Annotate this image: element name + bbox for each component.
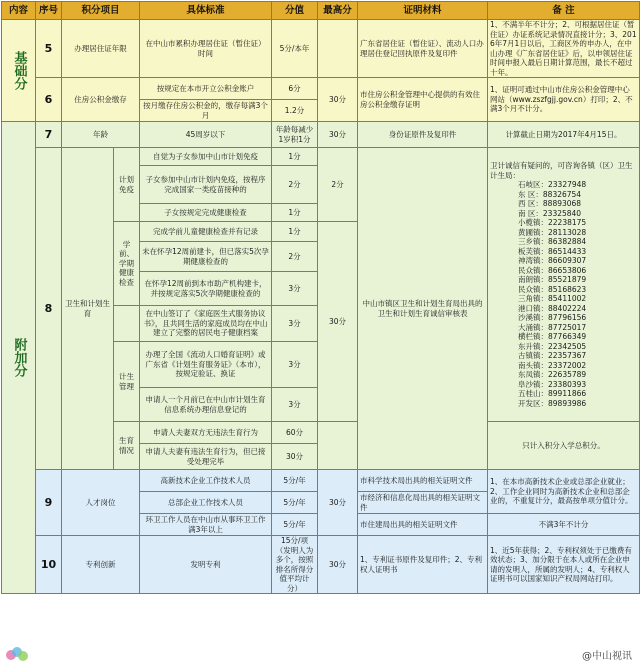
- header-score: 分值: [272, 2, 318, 20]
- seq-5: 5: [36, 20, 62, 78]
- score-8-9: 3分: [272, 388, 318, 422]
- phone-entry: 沙溪镇：87796156: [518, 313, 587, 322]
- header-max: 最高分: [318, 2, 358, 20]
- category-extra: 附加分: [2, 122, 36, 594]
- header-item: 积分项目: [62, 2, 140, 20]
- proof-7: 身份证原件及复印件: [358, 122, 488, 148]
- proof-9-1: 市科学技术局出具的相关证明文件: [358, 470, 488, 492]
- note-8-b: 只计入积分入学总积分。: [488, 422, 640, 470]
- watermark: @中山视讯: [582, 651, 632, 662]
- phone-entry: 港口镇：88402224: [518, 303, 587, 313]
- standard-6a: 按规定在本市开立公积金账户: [140, 78, 272, 100]
- phone-list: [490, 180, 637, 408]
- phone-entry: 三乡镇：86382884: [518, 237, 587, 246]
- proof-6: 市住房公积金管理中心提供的有效住房公积金缴存证明: [358, 78, 488, 122]
- score-8-6: 3分: [272, 272, 318, 306]
- standard-8-11: 申请人夫妻有违法生育行为，但已接受处理完毕: [140, 444, 272, 470]
- table-header-row: [2, 2, 640, 20]
- group-blank: [114, 306, 140, 342]
- phone-entry: 古镇镇：22357367: [518, 351, 587, 360]
- phone-entry: 板芙镇：86514433: [518, 246, 587, 256]
- points-table: [1, 1, 640, 594]
- header-standard: 具体标准: [140, 2, 272, 20]
- max-8-3: [318, 422, 358, 470]
- score-8-3: 1分: [272, 204, 318, 222]
- score-9-3: 5分/年: [272, 514, 318, 536]
- phone-entry: 南 区：23325840: [518, 208, 582, 218]
- score-8-10: 60分: [272, 422, 318, 444]
- standard-8-3: 子女按规定完成健康检查: [140, 204, 272, 222]
- phone-entry: 石岐区：23327948: [518, 180, 587, 189]
- phone-entry: 东升镇：22342505: [518, 341, 587, 351]
- score-10: 15分/项（发明人为多个，按照排名所得分值平均计分）: [272, 536, 318, 594]
- group-health-check: 学前、学期健康检查: [114, 222, 140, 306]
- seq-9: 9: [36, 470, 62, 536]
- note-5: 1、不满半年不计分；2、可根据居住证（暂住证）办证系统记录情况直接计分；3、2016年7月1日以后，工商区外的申办人，在中山办理《广东省居住证》后，以申领居住证时间申报入最后日期计算范围，最长不超过十年。: [488, 20, 640, 78]
- seq-6: 6: [36, 78, 62, 122]
- header-proof: 证明材料: [358, 2, 488, 20]
- table-row: [2, 78, 640, 100]
- standard-8-6: 在怀孕12周前到本市助产机构建卡，并按规定落实5次孕期健康检查的: [140, 272, 272, 306]
- table-row: [2, 536, 640, 594]
- score-8-5: 2分: [272, 242, 318, 272]
- note-8-intro: 卫计诚信有疑问的，可咨询各镇（区）卫生计生局：: [490, 161, 633, 180]
- proof-8: 中山市镇区卫生和计划生育局出具的卫生和计划生育诚信审核表: [358, 148, 488, 470]
- phone-entry: 开发区：89893986: [518, 398, 587, 408]
- score-8-1: 1分: [272, 148, 318, 166]
- item-5: 办理居住证年限: [62, 20, 140, 78]
- phone-entry: 阜沙镇：23380393: [518, 379, 587, 389]
- score-8-4: 1分: [272, 222, 318, 242]
- seq-7: 7: [36, 122, 62, 148]
- proof-5: 广东省居住证（暂住证）、流动人口办理居住登记回执原件及复印件: [358, 20, 488, 78]
- standard-10: 发明专利: [140, 536, 272, 594]
- phone-entry: 神湾镇：86609307: [518, 256, 587, 265]
- phone-entry: 大涌镇：87725017: [518, 322, 587, 332]
- seq-8: 8: [36, 148, 62, 470]
- note-7: 计算截止日期为2017年4月15日。: [488, 122, 640, 148]
- score-8-8: 3分: [272, 342, 318, 388]
- group-immunization: 计划免疫: [114, 148, 140, 222]
- item-9: 人才岗位: [62, 470, 140, 536]
- item-6: 住房公积金缴存: [62, 78, 140, 122]
- standard-9-3: 环卫工作人员在中山市从事环卫工作满3年以上: [140, 514, 272, 536]
- standard-8-10: 申请人夫妻双方无违法生育行为: [140, 422, 272, 444]
- max-6: 30分: [318, 78, 358, 122]
- table-row: [2, 20, 640, 78]
- phone-entry: 南朗镇：85521879: [518, 275, 587, 284]
- proof-9-3: 市住建局出具的相关证明文件: [358, 514, 488, 536]
- standard-5: 在中山市累积办理居住证（暂住证）时间: [140, 20, 272, 78]
- header-note: 备 注: [488, 2, 640, 20]
- note-8-contacts: [488, 148, 640, 422]
- max-5: [318, 20, 358, 78]
- note-9-1: 1、在本市高新技术企业或总部企业就业；2、工作企业同时为高新技术企业和总部企业的，不重复计分，最高按单项分值计分。: [488, 470, 640, 514]
- score-6b: 1.2分: [272, 100, 318, 122]
- group-birth: 生育情况: [114, 422, 140, 470]
- standard-8-1: 自觉为子女参加中山市计划免疫: [140, 148, 272, 166]
- phone-entry: 民众镇：86653806: [518, 265, 587, 275]
- score-7: 年龄每减少1岁积1分: [272, 122, 318, 148]
- phone-entry: 西 区：88893068: [518, 199, 582, 208]
- phone-entry: 南头镇：23372002: [518, 360, 587, 370]
- category-basic: 基础分: [2, 20, 36, 122]
- standard-8-4: 完成学前儿童健康检查并有记录: [140, 222, 272, 242]
- item-8: 卫生和计划生育: [62, 148, 114, 470]
- standard-7: 45周岁以下: [140, 122, 272, 148]
- item-7: 年龄: [62, 122, 140, 148]
- max-8-2: 30分: [318, 222, 358, 422]
- note-9-3: 不满3年不计分: [488, 514, 640, 536]
- score-8-2: 2分: [272, 166, 318, 204]
- item-10: 专利创新: [62, 536, 140, 594]
- phone-entry: 黄圃镇：28113028: [518, 227, 587, 237]
- phone-entry: 三角镇：85411002: [518, 294, 587, 303]
- standard-9-1: 高新技术企业工作技术人员: [140, 470, 272, 492]
- standard-8-2: 子女参加中山市计划内免疫，按程序完成国家一类疫苗接种的: [140, 166, 272, 204]
- group-family-planning: 计生管理: [114, 342, 140, 422]
- score-5: 5分/本年: [272, 20, 318, 78]
- note-10: 1、近5年获得；2、专利权须处于已缴费有效状态；3、加分限于在本人或所在企业申请的发明人，所属的发明人；4、专利权人证明书可以国家知识产权局网站打印。: [488, 536, 640, 594]
- score-9-2: 5分/年: [272, 492, 318, 514]
- standard-8-5: 未在怀孕12周前建卡，但已落实5次孕期健康检查的: [140, 242, 272, 272]
- proof-9-2: 市经济和信息化局出具的相关证明文件: [358, 492, 488, 514]
- standard-8-7: 在中山签订了《家庭医生式服务协议书》，且共同生活的家庭成员均在中山建立了完整的居民电子健康档案: [140, 306, 272, 342]
- standard-8-9: 申请人一个月前已在中山市计划生育信息系统办理信息登记的: [140, 388, 272, 422]
- score-8-7: 3分: [272, 306, 318, 342]
- phone-entry: 东凤镇：22635789: [518, 370, 587, 379]
- score-9-1: 5分/年: [272, 470, 318, 492]
- max-10: 30分: [318, 536, 358, 594]
- proof-10: 1、专利证书原件及复印件；2、专利权人证明书: [358, 536, 488, 594]
- header-content: 内容: [2, 2, 36, 20]
- phone-entry: 五桂山：89911866: [518, 389, 587, 398]
- phone-entry: 横栏镇：87766349: [518, 332, 587, 341]
- header-seq: 序号: [36, 2, 62, 20]
- phone-entry: 民众镇：85168623: [518, 284, 587, 294]
- max-7: 30分: [318, 122, 358, 148]
- max-9: 30分: [318, 470, 358, 536]
- score-8-11: 30分: [272, 444, 318, 470]
- max-8-1: 2分: [318, 148, 358, 222]
- table-row: [2, 470, 640, 492]
- table-row: [2, 122, 640, 148]
- table-row: [2, 148, 640, 166]
- phone-entry: 小榄镇：22238175: [518, 218, 587, 227]
- standard-8-8: 办理了全国《流动人口婚育证明》或广东省《计划生育服务证》（本市），按规定验证、换证: [140, 342, 272, 388]
- seq-10: 10: [36, 536, 62, 594]
- phone-entry: 东 区：88326754: [518, 189, 582, 199]
- score-6a: 6分: [272, 78, 318, 100]
- standard-9-2: 总部企业工作技术人员: [140, 492, 272, 514]
- flower-logo-icon: [4, 646, 30, 664]
- note-6: 1、证明可通过中山市住房公积金管理中心网站（www.zszfgjj.gov.cn）打印；2、不满3个月不计分。: [488, 78, 640, 122]
- standard-6b: 按月缴存住房公积金的，缴存每满3个月: [140, 100, 272, 122]
